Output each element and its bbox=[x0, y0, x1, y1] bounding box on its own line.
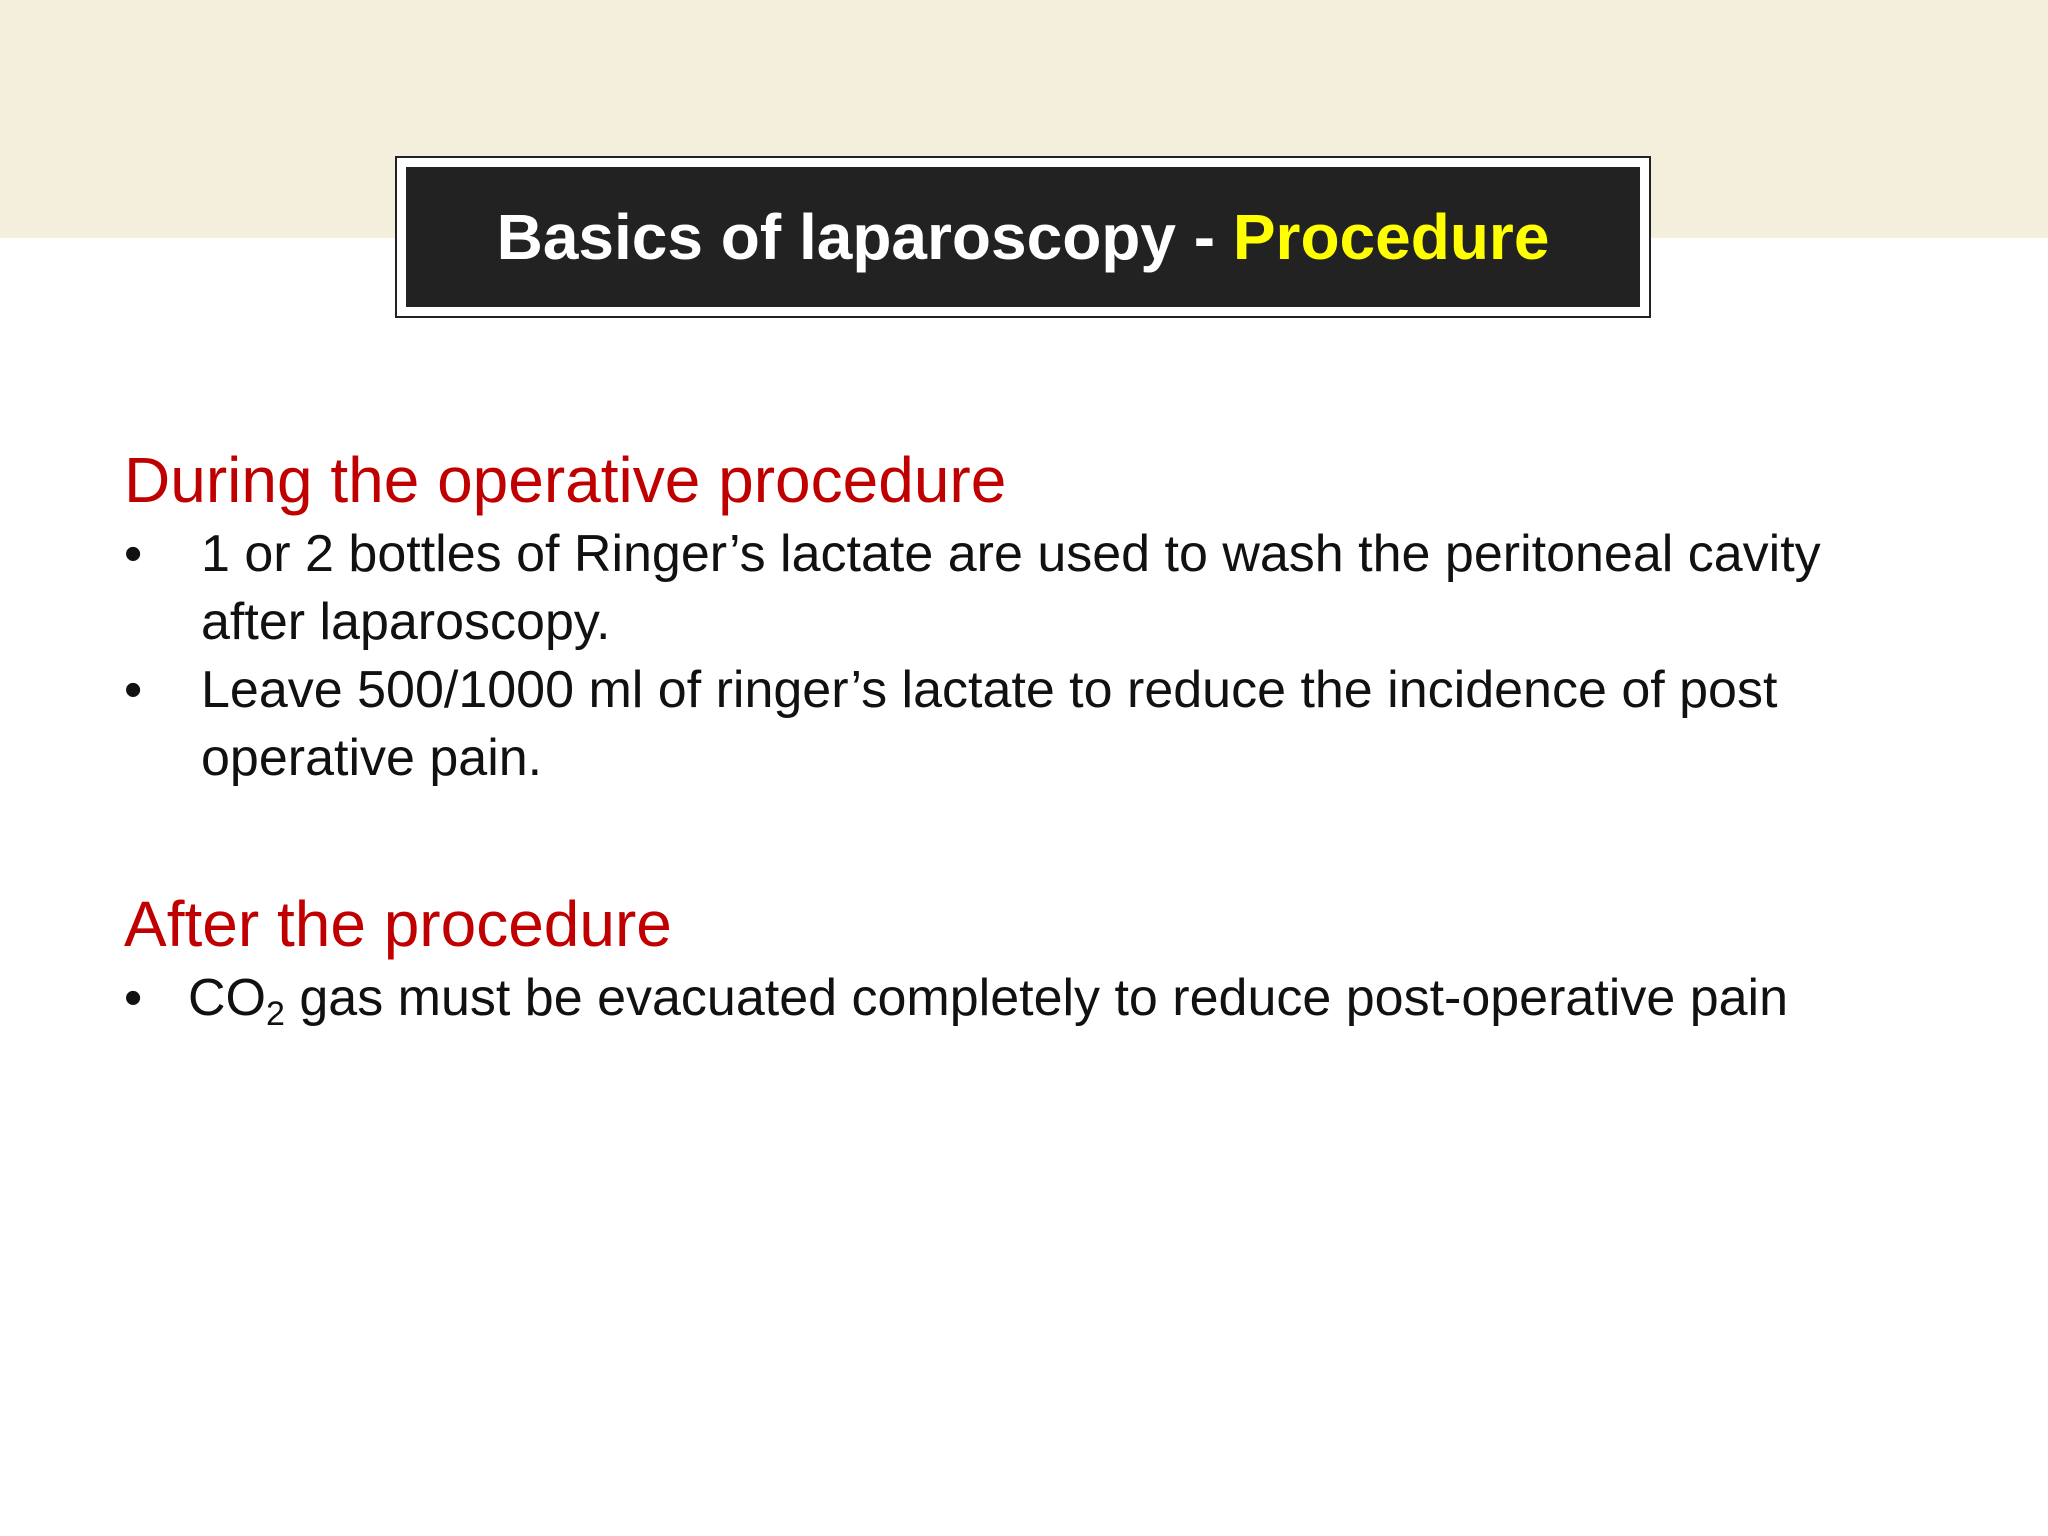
slide-title-main: Basics of laparoscopy - bbox=[496, 201, 1233, 273]
section-during-procedure bbox=[124, 440, 1924, 792]
bullet-icon: • bbox=[124, 661, 143, 719]
formula-subscript: 2 bbox=[266, 995, 285, 1033]
list-item bbox=[124, 964, 1924, 1032]
bullet-text-rest: gas must be evacuated completely to reduce post-operative pain bbox=[284, 969, 1789, 1027]
title-box bbox=[406, 167, 1640, 307]
section-after-procedure bbox=[124, 884, 1924, 1032]
chemical-formula: CO bbox=[188, 969, 266, 1027]
bullet-icon: • bbox=[124, 969, 143, 1027]
slide-title-highlight: Procedure bbox=[1232, 201, 1550, 273]
section-heading: After the procedure bbox=[124, 888, 672, 960]
section-heading: During the operative procedure bbox=[124, 444, 1007, 516]
bullet-list bbox=[124, 964, 1924, 1032]
bullet-text: 1 or 2 bottles of Ringer’s lactate are used to wash the peritoneal cavity after laparoscopy. bbox=[201, 525, 1821, 651]
bullet-list bbox=[124, 520, 1924, 792]
slide-title bbox=[496, 201, 1550, 273]
list-item bbox=[124, 520, 1924, 656]
bullet-text bbox=[188, 969, 1789, 1033]
bullet-text: Leave 500/1000 ml of ringer’s lactate to reduce the incidence of post operative pain. bbox=[201, 661, 1778, 787]
list-item bbox=[124, 656, 1924, 792]
bullet-icon: • bbox=[124, 525, 143, 583]
title-frame bbox=[395, 156, 1651, 318]
